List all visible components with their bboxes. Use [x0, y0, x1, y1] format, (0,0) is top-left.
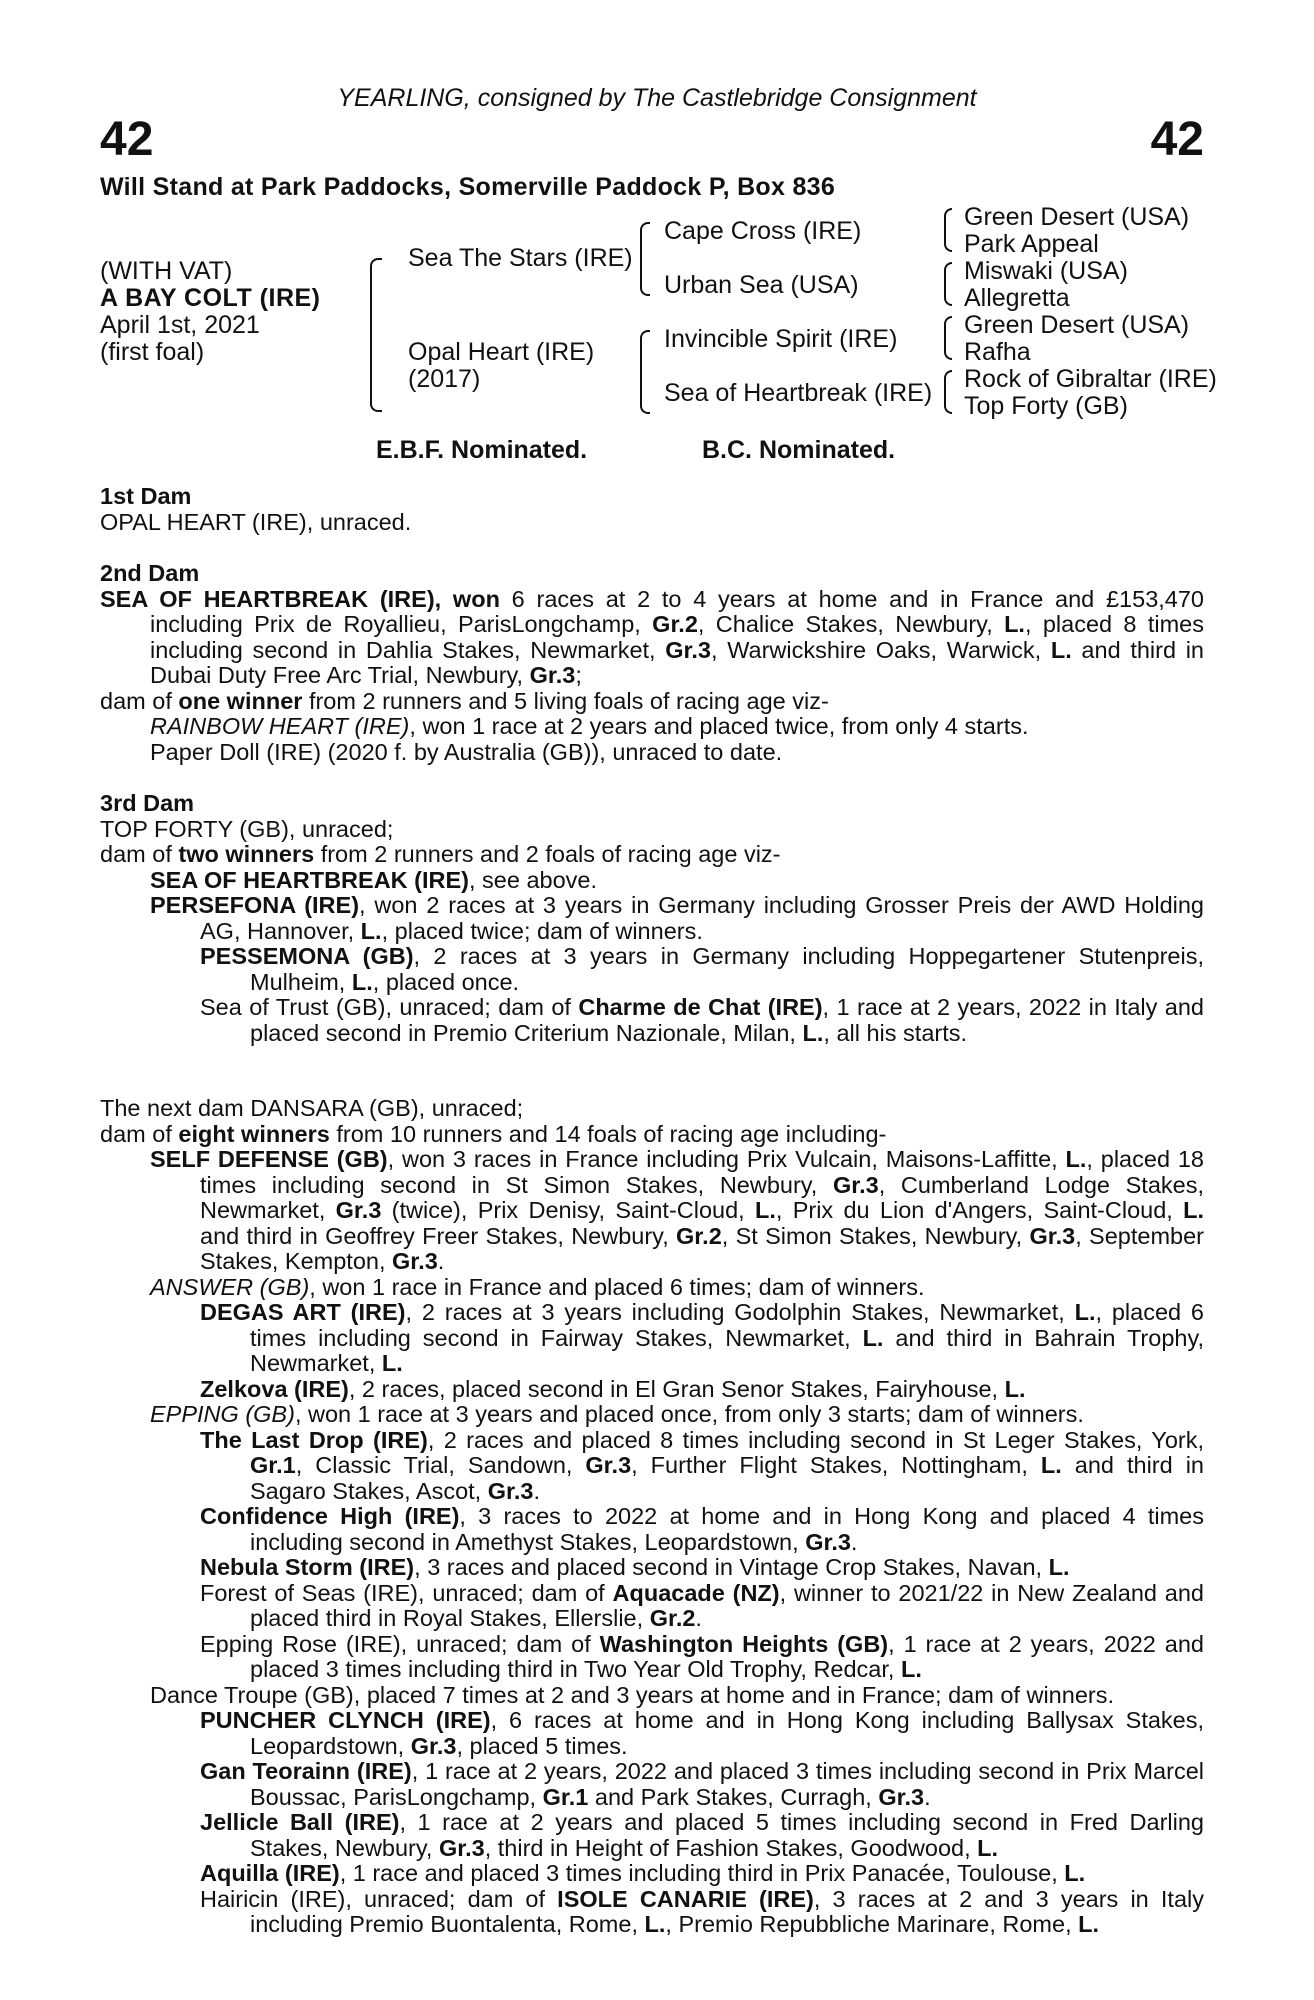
produce-pessemona: PESSEMONA (GB), 2 races at 3 years in Germany including Hoppegartener Stutenpreis, Mulheim, L., placed once.: [200, 943, 1204, 995]
pedigree-g6: Rafha: [964, 338, 1031, 366]
pedigree-dam-sire: Invincible Spirit (IRE): [664, 325, 898, 353]
produce-aquilla: Aquilla (IRE), 1 race and placed 3 times including third in Prix Panacée, Toulouse, L.: [200, 1860, 1086, 1886]
pedigree-g2: Park Appeal: [964, 230, 1099, 258]
third-dam-text: TOP FORTY (GB), unraced;: [100, 815, 394, 842]
consignment-line: YEARLING, consigned by The Castlebridge Consignment: [337, 84, 977, 112]
third-dam-produce-summary: dam of two winners from 2 runners and 2 foals of racing age viz-: [100, 841, 781, 867]
second-dam-record: SEA OF HEARTBREAK (IRE), won 6 races at 2 to 4 years at home and in France and £153,470 including Prix de Royallieu, ParisLongchamp, Gr.2, Chalice Stakes, Newbury, L., placed 8 times including second in Dahlia Stakes, Newmarket, Gr.3, Warwickshire Oaks, Warwick, L. and third in Dubai Duty Free Arc Trial, Newbury, Gr.3;: [100, 585, 1205, 688]
pedigree-g1: Green Desert (USA): [964, 203, 1190, 231]
produce-dance-troupe: Dance Troupe (GB), placed 7 times at 2 and 3 years at home and in France; dam of winners.: [150, 1681, 1114, 1708]
third-dam-heading: 3rd Dam: [100, 790, 195, 816]
pedigree-g5: Green Desert (USA): [964, 311, 1190, 339]
produce-self-defense: SELF DEFENSE (GB), won 3 races in France including Prix Vulcain, Maisons-Laffitte, L., placed 18 times including second in St Simon Stakes, Newbury, Gr.3, Cumberland Lodge Stakes, Newmarket, Gr.3 (twice), Prix Denisy, Saint-Cloud, L., Prix du Lion d'Angers, Saint-Cloud, L. and third in Geoffrey Freer Stakes, Newbury, Gr.2, St Simon Stakes, Newbury, Gr.3, September Stakes, Kempton, Gr.3.: [150, 1146, 1204, 1274]
produce-puncher-clynch: PUNCHER CLYNCH (IRE), 6 races at home and in Hong Kong including Ballysax Stakes, Leopardstown, Gr.3, placed 5 times.: [200, 1707, 1205, 1759]
produce-answer: ANSWER (GB), won 1 race in France and placed 6 times; dam of winners.: [150, 1273, 925, 1300]
brace-dam: [640, 330, 650, 414]
pedigree-g4: Allegretta: [964, 284, 1070, 312]
pedigree-g8: Top Forty (GB): [964, 392, 1128, 420]
first-dam-heading: 1st Dam: [100, 483, 192, 509]
produce-jellicle-ball: Jellicle Ball (IRE), 1 race at 2 years and placed 5 times including second in Fred Darling Stakes, Newbury, Gr.3, third in Height of Fashion Stakes, Goodwood, L.: [200, 1809, 1204, 1861]
catalogue-body: [100, 484, 1204, 1938]
next-dam-section: [100, 1096, 1204, 1938]
produce-rainbow-heart: RAINBOW HEART (IRE), won 1 race at 2 years and placed twice, from only 4 starts.: [150, 713, 1029, 739]
lot-number-right: 42: [1150, 113, 1204, 166]
produce-sea-of-heartbreak: SEA OF HEARTBREAK (IRE), see above.: [150, 866, 598, 893]
brace-g1: [944, 208, 952, 252]
produce-sea-of-trust: Sea of Trust (GB), unraced; dam of Charme de Chat (IRE), 1 race at 2 years, 2022 in Italy and placed second in Premio Criterium Nazionale, Milan, L., all his starts.: [200, 994, 1204, 1046]
pedigree-g3: Miswaki (USA): [964, 257, 1128, 285]
first-dam-section: [100, 484, 1204, 535]
foal-note: (first foal): [100, 338, 205, 366]
ebf-nomination: E.B.F. Nominated.: [376, 436, 588, 464]
produce-gan-teorainn: Gan Teorainn (IRE), 1 race at 2 years, 2022 and placed 3 times including second in Prix Marcel Boussac, ParisLongchamp, Gr.1 and Park Stakes, Curragh, Gr.3.: [200, 1758, 1204, 1810]
produce-nebula-storm: Nebula Storm (IRE), 3 races and placed second in Vintage Crop Stakes, Navan, L.: [200, 1554, 1070, 1580]
second-dam-section: [100, 561, 1204, 765]
first-dam-text: OPAL HEART (IRE), unraced.: [100, 508, 412, 535]
pedigree-dam-dam: Sea of Heartbreak (IRE): [664, 379, 933, 407]
stand-location: Will Stand at Park Paddocks, Somerville Paddock P, Box 836: [100, 173, 836, 201]
produce-forest-of-seas: Forest of Seas (IRE), unraced; dam of Aquacade (NZ), winner to 2021/22 in New Zealand and placed third in Royal Stakes, Ellerslie, Gr.2.: [200, 1579, 1204, 1631]
produce-paper-doll: Paper Doll (IRE) (2020 f. by Australia (GB)), unraced to date.: [150, 738, 783, 765]
next-dam-produce-summary: dam of eight winners from 10 runners and 14 foals of racing age including-: [100, 1120, 887, 1147]
brace-g4: [944, 370, 952, 414]
brace-g2: [944, 262, 952, 306]
pedigree-dam-year: (2017): [408, 365, 481, 393]
produce-persefona: PERSEFONA (IRE), won 2 races at 3 years in Germany including Grosser Preis der AWD Holding AG, Hannover, L., placed twice; dam of winners.: [150, 892, 1204, 944]
third-dam-section: [100, 791, 1204, 1046]
brace-sire: [640, 222, 650, 296]
lot-number-left: 42: [100, 113, 154, 166]
pedigree-sire-sire: Cape Cross (IRE): [664, 217, 862, 245]
subject-name: A BAY COLT (IRE): [100, 284, 321, 312]
produce-hairicin: Hairicin (IRE), unraced; dam of ISOLE CANARIE (IRE), 3 races at 2 and 3 years in Italy including Premio Buontalenta, Rome, L., Premio Repubbliche Marinare, Rome, L.: [200, 1885, 1204, 1937]
next-dam-text: The next dam DANSARA (GB), unraced;: [100, 1095, 524, 1121]
brace-gen1: [370, 258, 382, 412]
vat-note: (WITH VAT): [100, 257, 233, 285]
second-dam-produce-summary: dam of one winner from 2 runners and 5 living foals of racing age viz-: [100, 687, 829, 714]
pedigree-dam: Opal Heart (IRE): [408, 338, 595, 366]
produce-epping-rose: Epping Rose (IRE), unraced; dam of Washington Heights (GB), 1 race at 2 years, 2022 and placed 3 times including third in Two Year Old Trophy, Redcar, L.: [200, 1630, 1204, 1682]
bc-nomination: B.C. Nominated.: [702, 436, 896, 464]
brace-g3: [944, 316, 952, 360]
pedigree-sire: Sea The Stars (IRE): [408, 244, 633, 272]
produce-epping: EPPING (GB), won 1 race at 3 years and placed once, from only 3 starts; dam of winners.: [150, 1401, 1084, 1427]
produce-the-last-drop: The Last Drop (IRE), 2 races and placed 8 times including second in St Leger Stakes, York, Gr.1, Classic Trial, Sandown, Gr.3, Further Flight Stakes, Nottingham, L. and third in Sagaro Stakes, Ascot, Gr.3.: [200, 1426, 1204, 1504]
pedigree-g7: Rock of Gibraltar (IRE): [964, 365, 1217, 393]
produce-zelkova: Zelkova (IRE), 2 races, placed second in El Gran Senor Stakes, Fairyhouse, L.: [200, 1375, 1026, 1402]
produce-confidence-high: Confidence High (IRE), 3 races to 2022 at home and in Hong Kong and placed 4 times including second in Amethyst Stakes, Leopardstown, Gr.3.: [200, 1503, 1204, 1555]
pedigree-sire-dam: Urban Sea (USA): [664, 271, 859, 299]
foaling-date: April 1st, 2021: [100, 311, 260, 339]
produce-degas-art: DEGAS ART (IRE), 2 races at 3 years including Godolphin Stakes, Newmarket, L., placed 6 times including second in Fairway Stakes, Newmarket, L. and third in Bahrain Trophy, Newmarket, L.: [200, 1299, 1204, 1376]
second-dam-heading: 2nd Dam: [100, 560, 200, 586]
